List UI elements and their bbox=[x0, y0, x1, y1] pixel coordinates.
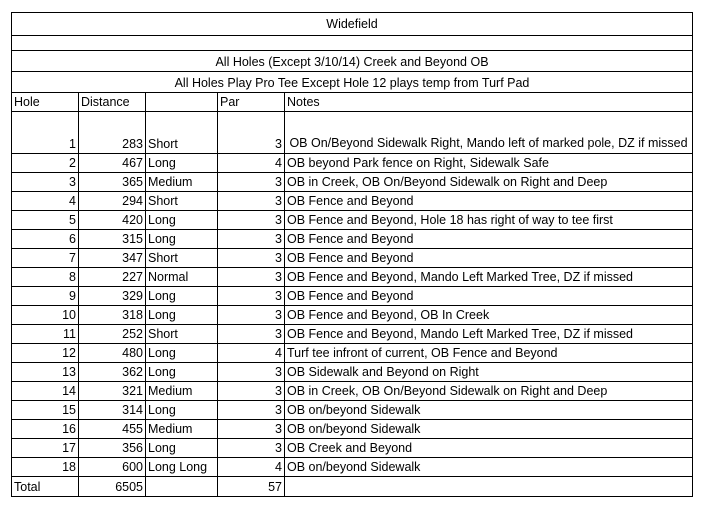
header-par: Par bbox=[218, 93, 285, 112]
table-row bbox=[12, 382, 693, 401]
hole-number: 6 bbox=[12, 230, 79, 249]
hole-distance: 314 bbox=[79, 401, 146, 420]
hole-number: 4 bbox=[12, 192, 79, 211]
hole-length: Short bbox=[146, 192, 218, 211]
hole-notes: OB Fence and Beyond bbox=[285, 287, 693, 306]
hole-number: 7 bbox=[12, 249, 79, 268]
table-row bbox=[12, 268, 693, 287]
hole-notes: OB Sidewalk and Beyond on Right bbox=[285, 363, 693, 382]
header-row bbox=[12, 93, 693, 112]
hole-notes: OB Fence and Beyond, Mando Left Marked Tree, DZ if missed bbox=[285, 268, 693, 287]
hole-length: Long bbox=[146, 230, 218, 249]
table-row bbox=[12, 112, 693, 154]
hole-par: 4 bbox=[218, 344, 285, 363]
table-row bbox=[12, 458, 693, 477]
hole-notes: OB Fence and Beyond, OB In Creek bbox=[285, 306, 693, 325]
hole-par: 3 bbox=[218, 420, 285, 439]
hole-par: 3 bbox=[218, 382, 285, 401]
hole-number: 14 bbox=[12, 382, 79, 401]
hole-par: 3 bbox=[218, 401, 285, 420]
blank-row bbox=[12, 36, 693, 51]
hole-distance: 252 bbox=[79, 325, 146, 344]
hole-distance: 600 bbox=[79, 458, 146, 477]
scorecard-sheet bbox=[11, 12, 693, 497]
hole-distance: 318 bbox=[79, 306, 146, 325]
hole-number: 11 bbox=[12, 325, 79, 344]
hole-par: 3 bbox=[218, 306, 285, 325]
hole-distance: 365 bbox=[79, 173, 146, 192]
course-table bbox=[11, 12, 693, 497]
hole-par: 4 bbox=[218, 154, 285, 173]
hole-distance: 227 bbox=[79, 268, 146, 287]
hole-length: Long bbox=[146, 154, 218, 173]
hole-par: 3 bbox=[218, 211, 285, 230]
total-distance: 6505 bbox=[79, 477, 146, 497]
hole-par: 3 bbox=[218, 363, 285, 382]
hole-distance: 480 bbox=[79, 344, 146, 363]
table-row bbox=[12, 344, 693, 363]
hole-par: 3 bbox=[218, 325, 285, 344]
table-row bbox=[12, 192, 693, 211]
hole-notes: OB in Creek, OB On/Beyond Sidewalk on Right and Deep bbox=[285, 173, 693, 192]
hole-notes: OB Fence and Beyond, Mando Left Marked Tree, DZ if missed bbox=[285, 325, 693, 344]
table-row bbox=[12, 420, 693, 439]
hole-number: 15 bbox=[12, 401, 79, 420]
hole-number: 13 bbox=[12, 363, 79, 382]
hole-notes: OB Fence and Beyond, Hole 18 has right of way to tee first bbox=[285, 211, 693, 230]
course-title: Widefield bbox=[12, 13, 693, 36]
hole-notes: OB in Creek, OB On/Beyond Sidewalk on Right and Deep bbox=[285, 382, 693, 401]
hole-distance: 347 bbox=[79, 249, 146, 268]
hole-notes: OB beyond Park fence on Right, Sidewalk Safe bbox=[285, 154, 693, 173]
hole-distance: 329 bbox=[79, 287, 146, 306]
hole-number: 1 bbox=[12, 112, 79, 154]
hole-notes: OB Fence and Beyond bbox=[285, 249, 693, 268]
subtitle-tee-rule: All Holes Play Pro Tee Except Hole 12 plays temp from Turf Pad bbox=[12, 72, 693, 93]
header-hole: Hole bbox=[12, 93, 79, 112]
hole-length: Long bbox=[146, 344, 218, 363]
hole-number: 12 bbox=[12, 344, 79, 363]
hole-length: Normal bbox=[146, 268, 218, 287]
hole-distance: 455 bbox=[79, 420, 146, 439]
total-length bbox=[146, 477, 218, 497]
hole-par: 3 bbox=[218, 112, 285, 154]
hole-length: Long bbox=[146, 287, 218, 306]
header-length bbox=[146, 93, 218, 112]
hole-notes: OB on/beyond Sidewalk bbox=[285, 401, 693, 420]
table-row bbox=[12, 439, 693, 458]
hole-number: 16 bbox=[12, 420, 79, 439]
table-row bbox=[12, 211, 693, 230]
hole-length: Long bbox=[146, 363, 218, 382]
table-row bbox=[12, 173, 693, 192]
total-row bbox=[12, 477, 693, 497]
hole-par: 4 bbox=[218, 458, 285, 477]
hole-length: Long bbox=[146, 211, 218, 230]
hole-par: 3 bbox=[218, 173, 285, 192]
hole-par: 3 bbox=[218, 249, 285, 268]
table-row bbox=[12, 230, 693, 249]
hole-number: 3 bbox=[12, 173, 79, 192]
total-label: Total bbox=[12, 477, 79, 497]
table-row bbox=[12, 363, 693, 382]
hole-number: 18 bbox=[12, 458, 79, 477]
table-row bbox=[12, 306, 693, 325]
hole-notes: Turf tee infront of current, OB Fence and Beyond bbox=[285, 344, 693, 363]
total-notes bbox=[285, 477, 693, 497]
header-notes: Notes bbox=[285, 93, 693, 112]
subtitle-ob-rule: All Holes (Except 3/10/14) Creek and Beyond OB bbox=[12, 51, 693, 72]
hole-length: Long bbox=[146, 306, 218, 325]
hole-par: 3 bbox=[218, 439, 285, 458]
hole-number: 8 bbox=[12, 268, 79, 287]
hole-number: 9 bbox=[12, 287, 79, 306]
hole-distance: 362 bbox=[79, 363, 146, 382]
hole-distance: 283 bbox=[79, 112, 146, 154]
hole-notes: OB Creek and Beyond bbox=[285, 439, 693, 458]
hole-length: Medium bbox=[146, 382, 218, 401]
hole-notes: OB Fence and Beyond bbox=[285, 230, 693, 249]
table-row bbox=[12, 325, 693, 344]
hole-distance: 467 bbox=[79, 154, 146, 173]
total-par: 57 bbox=[218, 477, 285, 497]
hole-distance: 315 bbox=[79, 230, 146, 249]
header-distance: Distance bbox=[79, 93, 146, 112]
hole-length: Short bbox=[146, 249, 218, 268]
hole-length: Short bbox=[146, 325, 218, 344]
hole-notes: OB on/beyond Sidewalk bbox=[285, 420, 693, 439]
table-row bbox=[12, 249, 693, 268]
hole-length: Long bbox=[146, 439, 218, 458]
hole-notes: OB on/beyond Sidewalk bbox=[285, 458, 693, 477]
hole-number: 5 bbox=[12, 211, 79, 230]
hole-number: 17 bbox=[12, 439, 79, 458]
hole-notes: OB On/Beyond Sidewalk Right, Mando left of marked pole, DZ if missed bbox=[285, 112, 693, 154]
hole-distance: 294 bbox=[79, 192, 146, 211]
hole-par: 3 bbox=[218, 287, 285, 306]
hole-distance: 420 bbox=[79, 211, 146, 230]
hole-length: Medium bbox=[146, 420, 218, 439]
hole-distance: 321 bbox=[79, 382, 146, 401]
hole-par: 3 bbox=[218, 268, 285, 287]
table-row bbox=[12, 287, 693, 306]
hole-length: Long Long bbox=[146, 458, 218, 477]
hole-length: Long bbox=[146, 401, 218, 420]
table-row bbox=[12, 401, 693, 420]
table-row bbox=[12, 154, 693, 173]
hole-par: 3 bbox=[218, 230, 285, 249]
hole-notes: OB Fence and Beyond bbox=[285, 192, 693, 211]
hole-distance: 356 bbox=[79, 439, 146, 458]
hole-length: Short bbox=[146, 112, 218, 154]
hole-par: 3 bbox=[218, 192, 285, 211]
hole-length: Medium bbox=[146, 173, 218, 192]
hole-number: 10 bbox=[12, 306, 79, 325]
hole-number: 2 bbox=[12, 154, 79, 173]
